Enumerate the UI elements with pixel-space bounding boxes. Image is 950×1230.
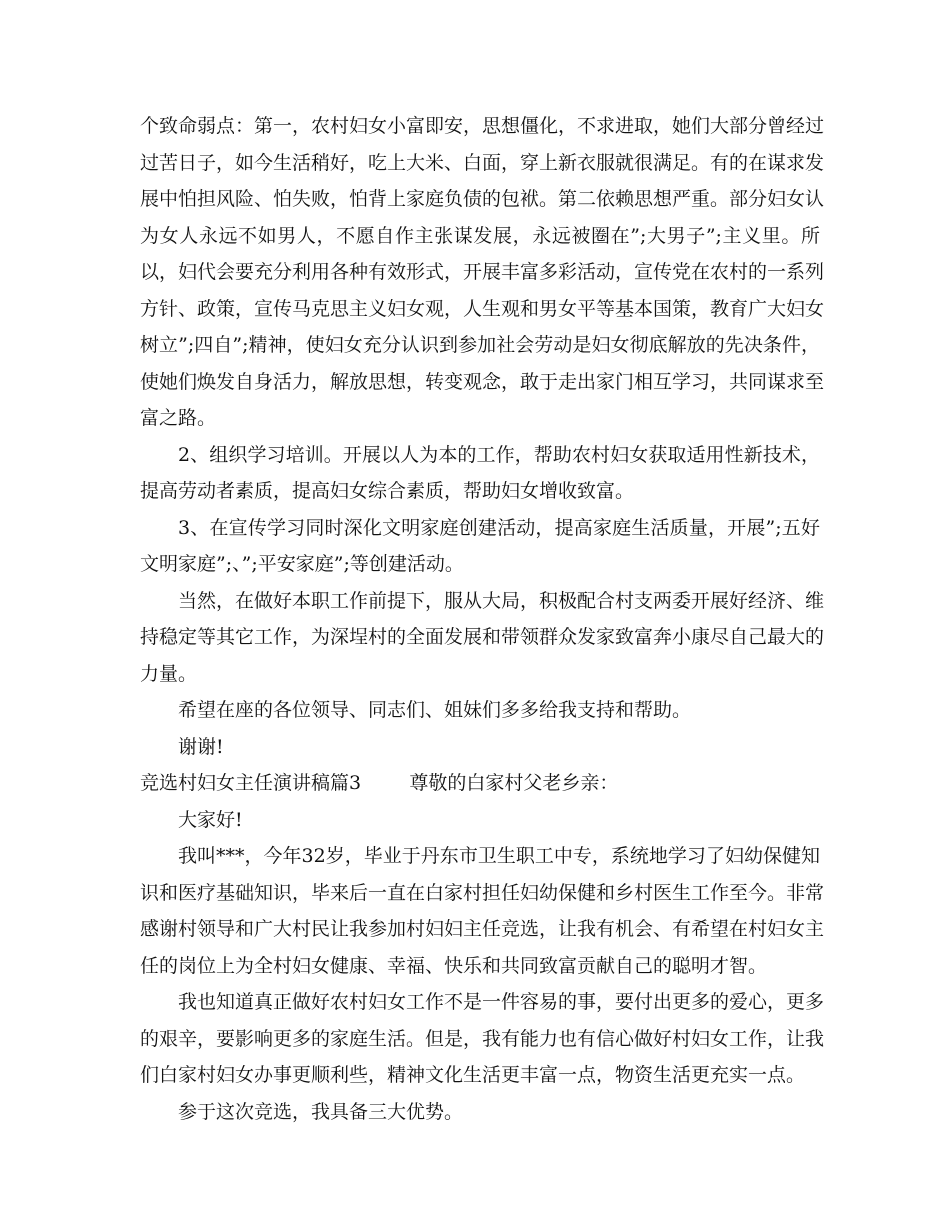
text-line: 树立”;四自”;精神，使妇女充分认识到参加社会劳动是妇女彻底解放的先决条件，: [140, 334, 820, 356]
text-line: 提高劳动者素质，提高妇女综合素质，帮助妇女增收致富。: [140, 480, 635, 502]
text-line: 富之路。: [140, 407, 217, 429]
text-line: 大家好!: [178, 808, 243, 831]
text-line: 感谢村领导和广大村民让我参加村妇妇主任竞选，让我有机会、有希望在村妇女主: [140, 918, 825, 940]
text-line: 识和医疗基础知识，毕来后一直在白家村担任妇幼保健和乡村医生工作至今。非常: [140, 881, 825, 904]
text-line: 谢谢!: [178, 735, 224, 758]
text-line: 过苦日子，如今生活稍好，吃上大米、白面，穿上新衣服就很满足。有的在谋求发: [140, 151, 825, 174]
document-body: [140, 108, 825, 1130]
text-line: 希望在座的各位领导、同志们、姐妹们多多给我支持和帮助。: [178, 699, 692, 721]
text-line: 持稳定等其它工作，为深埕村的全面发展和带领群众发家致富奔小康尽自己最大的: [140, 626, 825, 648]
text-line: 参于这次竞选，我具备三大优势。: [178, 1100, 464, 1123]
text-line: 任的岗位上为全村妇女健康、幸福、快乐和共同致富贡献自己的聪明才智。: [140, 954, 768, 977]
text-line: 我叫***，今年32岁，毕业于丹东市卫生职工中专，系统地学习了妇幼保健知: [178, 845, 820, 867]
text-line: 展中怕担风险、怕失败，怕背上家庭负债的包袱。第二依赖思想严重。部分妇女认: [140, 188, 825, 210]
text-line: 方针、政策，宣传马克思主义妇女观，人生观和男女平等基本国策，教育广大妇女: [140, 297, 825, 320]
text-line: 我也知道真正做好农村妇女工作不是一件容易的事，要付出更多的爱心，更多: [178, 991, 825, 1013]
text-line: 的艰辛，要影响更多的家庭生活。但是，我有能力也有信心做好村妇女工作，让我: [140, 1027, 825, 1050]
text-line: 个致命弱点：第一，农村妇女小富即安，思想僵化，不求进取，她们大部分曾经过: [140, 115, 825, 137]
text-line: 文明家庭”;、”;平安家庭”;等创建活动。: [140, 553, 464, 575]
text-line: 使她们焕发自身活力，解放思想，转变观念，敢于走出家门相互学习，共同谋求至: [140, 370, 825, 393]
section-title-line: 竞选村妇女主任演讲稿篇3 尊敬的白家村父老乡亲：: [140, 772, 619, 794]
text-line: 为女人永远不如男人，不愿自作主张谋发展，永远被圈在”;大男子”;主义里。所: [140, 224, 820, 247]
text-line: 们白家村妇女办事更顺利些，精神文化生活更丰富一点，物资生活更充实一点。: [140, 1064, 806, 1086]
text-line: 3、在宣传学习同时深化文明家庭创建活动，提高家庭生活质量，开展”;五好: [178, 516, 820, 539]
text-line: 2、组织学习培训。开展以人为本的工作，帮助农村妇女获取适用性新技术，: [178, 443, 820, 466]
text-line: 当然，在做好本职工作前提下，服从大局，积极配合村支两委开展好经济、维: [178, 589, 825, 612]
text-line: 力量。: [140, 662, 198, 685]
text-line: 以，妇代会要充分利用各种有效形式，开展丰富多彩活动，宣传党在农村的一系列: [140, 261, 825, 283]
